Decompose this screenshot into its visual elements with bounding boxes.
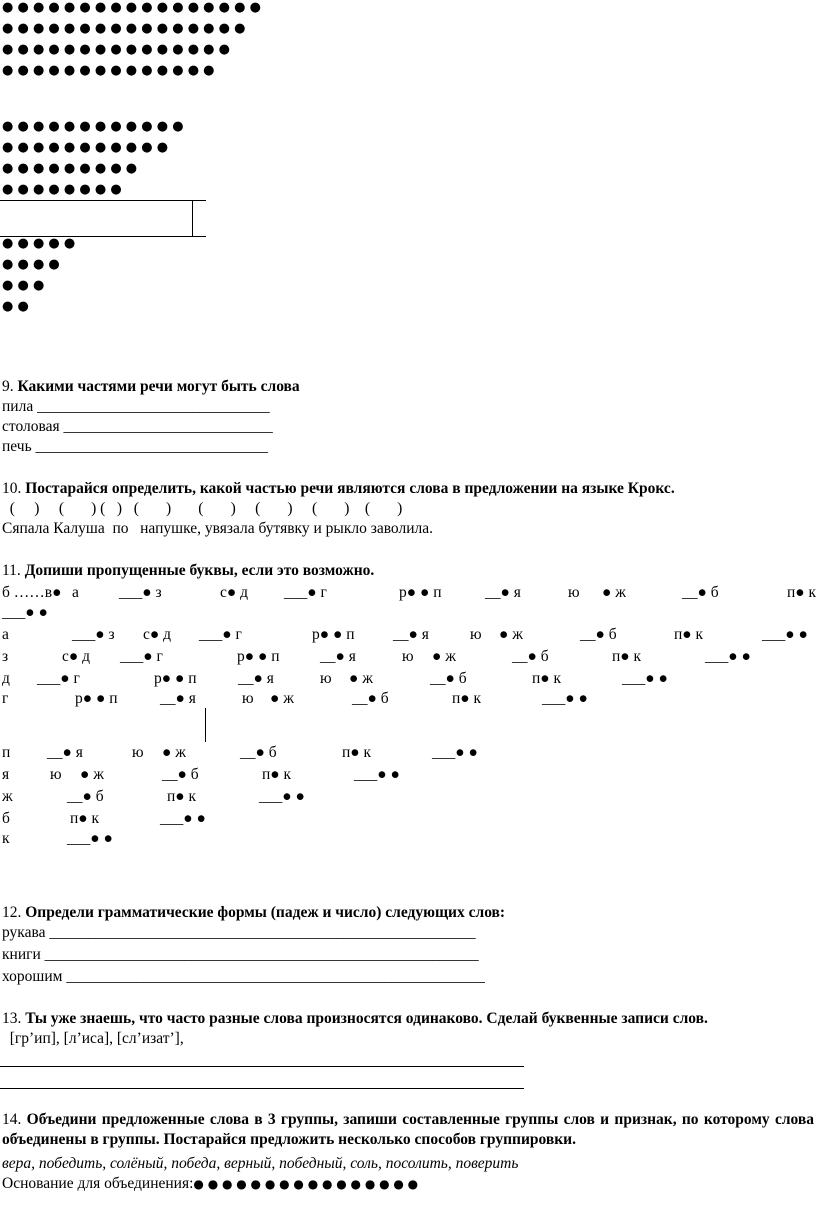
question-text: Объедини предложенные слова в 3 группы, запиши составленные группы слов и признак, по которому слова объединены в группы. Постарайся предложить несколько способов группировки. xyxy=(2,1111,815,1148)
letter-cell[interactable]: __● б xyxy=(240,744,277,761)
letter-cell[interactable]: __● я xyxy=(320,648,356,665)
question-text: Допиши пропущенные буквы, если это возможно. xyxy=(24,562,375,579)
letter-cell[interactable]: __● я xyxy=(47,744,83,761)
letter-cell[interactable]: с● д xyxy=(62,648,91,665)
letter-cell[interactable]: __● б xyxy=(67,788,104,805)
letter-cell[interactable]: п● к xyxy=(342,744,372,761)
letter-cell[interactable]: ___● ● xyxy=(2,604,48,621)
letter-cell[interactable]: ю xyxy=(402,648,414,665)
letter-cell[interactable]: ___● ● xyxy=(622,670,668,687)
question-number: 9. xyxy=(2,378,18,395)
answer-line[interactable]: хорошим ______________________________________________________ xyxy=(2,968,485,985)
transcription-text: [гр’ип], [л’иса], [сл’изат’], xyxy=(2,1030,184,1047)
letter-cell[interactable]: ___● ● xyxy=(160,810,206,827)
question-number: 11. xyxy=(2,562,25,579)
letter-cell[interactable]: ___● ● xyxy=(542,690,588,707)
divider-line xyxy=(192,200,193,236)
decorative-dots: ● ● ● ● ● ● ● ● ● ● ● ● ● ● ● ● xyxy=(193,1177,419,1191)
letter-cell[interactable]: п● к xyxy=(452,690,482,707)
letter-cell[interactable]: ___● ● xyxy=(67,830,113,847)
letter-cell[interactable]: ● ж xyxy=(499,626,523,643)
sentence-text: Сяпала Калуша по напушке, увязала бутявку и рыкло заволила. xyxy=(2,520,433,537)
answer-line[interactable]: столовая ___________________________ xyxy=(2,418,273,435)
letter-cell[interactable]: ___● г xyxy=(120,648,163,665)
letter-cell[interactable]: к xyxy=(2,830,10,847)
basis-line xyxy=(2,1175,418,1193)
letter-cell[interactable]: ю xyxy=(470,626,482,643)
letter-cell[interactable]: р● ● п xyxy=(154,670,197,687)
dot-row: ● ● ● ● ● ● ● ● ● ● ● xyxy=(2,140,169,155)
letter-cell[interactable]: __● б xyxy=(580,626,617,643)
question-text: Определи грамматические формы (падеж и число) следующих слов: xyxy=(25,904,506,921)
letter-cell[interactable]: ___● г xyxy=(284,584,327,601)
letter-cell[interactable]: д xyxy=(2,670,10,687)
question-number: 12. xyxy=(2,904,26,921)
letter-cell[interactable]: __● б xyxy=(162,766,199,783)
dot-row: ● ● ● ● ● ● ● ● ● ● ● ● ● ● xyxy=(2,63,215,78)
letter-cell[interactable]: ___● ● xyxy=(705,648,751,665)
letter-cell[interactable]: __● б xyxy=(352,690,389,707)
letter-cell[interactable]: п● к xyxy=(167,788,197,805)
letter-cell[interactable]: а xyxy=(72,584,79,601)
dot-row: ● ● ● ● ● ● ● ● ● ● ● ● ● ● ● xyxy=(2,42,231,57)
question-10-title xyxy=(2,480,675,498)
letter-cell[interactable]: б ……в● xyxy=(2,584,62,601)
letter-cell[interactable]: п xyxy=(2,744,11,761)
letter-cell[interactable]: р● ● п xyxy=(312,626,355,643)
letter-cell[interactable]: __● я xyxy=(485,584,521,601)
question-13-title xyxy=(2,1010,708,1028)
letter-cell[interactable]: ___● ● xyxy=(432,744,478,761)
letter-cell[interactable]: п● к xyxy=(70,810,100,827)
dot-row: ● ● ● ● ● ● ● ● ● ● ● ● xyxy=(2,119,184,134)
letter-cell[interactable]: ___● г xyxy=(199,626,242,643)
question-9-title xyxy=(2,378,300,396)
question-text: Ты уже знаешь, что часто разные слова произносятся одинаково. Сделай буквенные записи слов. xyxy=(25,1010,708,1027)
letter-cell[interactable]: б xyxy=(2,810,10,827)
letter-cell[interactable]: р● ● п xyxy=(75,690,118,707)
divider-line xyxy=(205,708,206,742)
letter-cell[interactable]: __● б xyxy=(682,584,719,601)
letter-cell[interactable]: ю xyxy=(132,744,144,761)
question-12-title xyxy=(2,904,505,922)
letter-cell[interactable]: ● ж xyxy=(162,744,186,761)
letter-cell[interactable]: п● к xyxy=(674,626,704,643)
letter-cell[interactable]: п● к xyxy=(532,670,562,687)
answer-line[interactable]: рукава _______________________________________________________ xyxy=(2,924,476,941)
letter-cell[interactable]: я xyxy=(2,766,10,783)
letter-cell[interactable]: п● к xyxy=(612,648,642,665)
dot-row: ● ● xyxy=(2,299,29,314)
letter-cell[interactable]: __● я xyxy=(393,626,429,643)
dot-row: ● ● ● ● ● ● ● ● xyxy=(2,182,122,197)
letter-cell[interactable]: ю xyxy=(242,690,254,707)
dot-row: ● ● ● xyxy=(2,278,45,293)
dot-row: ● ● ● ● ● xyxy=(2,236,76,251)
bracket-row[interactable]: ( ) ( ) ( ) ( ) ( ) ( ) ( ) ( ) xyxy=(2,500,403,517)
letter-cell[interactable]: р● ● п xyxy=(237,648,280,665)
letter-cell[interactable]: г xyxy=(2,690,9,707)
question-text: Какими частями речи могут быть слова xyxy=(17,378,300,395)
divider-line xyxy=(0,200,206,201)
question-number: 14. xyxy=(2,1111,27,1128)
question-text: Постарайся определить, какой частью речи являются слова в предложении на языке Крокс. xyxy=(25,480,675,497)
letter-cell[interactable]: р● ● п xyxy=(399,584,442,601)
dot-row: ● ● ● ● ● ● ● ● ● ● ● ● ● ● ● ● xyxy=(2,21,246,36)
letter-cell[interactable]: с● д xyxy=(220,584,249,601)
letter-cell[interactable]: ● ж xyxy=(80,766,104,783)
word-list: вера, победить, солёный, победа, верный, победный, соль, посолить, поверить xyxy=(2,1155,519,1172)
letter-cell[interactable]: ___● ● xyxy=(762,626,808,643)
letter-cell[interactable]: п● к xyxy=(262,766,292,783)
letter-cell[interactable]: ___● г xyxy=(37,670,80,687)
letter-cell[interactable]: ● ж xyxy=(270,690,294,707)
answer-line[interactable]: книги ________________________________________________________ xyxy=(2,946,479,963)
answer-line[interactable] xyxy=(0,1066,524,1067)
question-14-title xyxy=(2,1110,814,1150)
letter-cell[interactable]: с● д xyxy=(143,626,172,643)
letter-cell[interactable]: __● я xyxy=(160,690,196,707)
letter-cell[interactable]: ● ж xyxy=(349,670,373,687)
question-number: 13. xyxy=(2,1010,26,1027)
question-number: 10. xyxy=(2,480,26,497)
letter-cell[interactable]: ___● ● xyxy=(354,766,400,783)
dot-row: ● ● ● ● ● ● ● ● ● xyxy=(2,161,138,176)
question-11-title xyxy=(2,562,374,580)
letter-cell[interactable]: ● ж xyxy=(432,648,456,665)
letter-cell[interactable]: ю xyxy=(568,584,580,601)
letter-cell[interactable]: ___● з xyxy=(72,626,115,643)
answer-line[interactable]: пила ______________________________ xyxy=(2,398,270,415)
dot-row: ● ● ● ● xyxy=(2,257,60,272)
basis-label: Основание для объединения: xyxy=(2,1175,194,1192)
letter-cell[interactable]: ю xyxy=(320,670,332,687)
letter-cell[interactable]: __● б xyxy=(512,648,549,665)
letter-cell[interactable]: ● ж xyxy=(602,584,626,601)
letter-cell[interactable]: __● б xyxy=(430,670,467,687)
letter-cell[interactable]: а xyxy=(2,626,9,643)
answer-line[interactable]: печь ______________________________ xyxy=(2,438,269,455)
divider-line xyxy=(0,236,206,237)
letter-cell[interactable]: __● я xyxy=(238,670,274,687)
dot-row: ● ● ● ● ● ● ● ● ● ● ● ● ● ● ● ● ● xyxy=(2,0,261,15)
letter-cell[interactable]: ___● ● xyxy=(259,788,305,805)
letter-cell[interactable]: ж xyxy=(2,788,13,805)
answer-line[interactable] xyxy=(0,1088,524,1089)
letter-cell[interactable]: ___● з xyxy=(119,584,162,601)
letter-cell[interactable]: п● к xyxy=(787,584,816,601)
letter-cell[interactable]: з xyxy=(2,648,9,665)
letter-cell[interactable]: ю xyxy=(50,766,62,783)
